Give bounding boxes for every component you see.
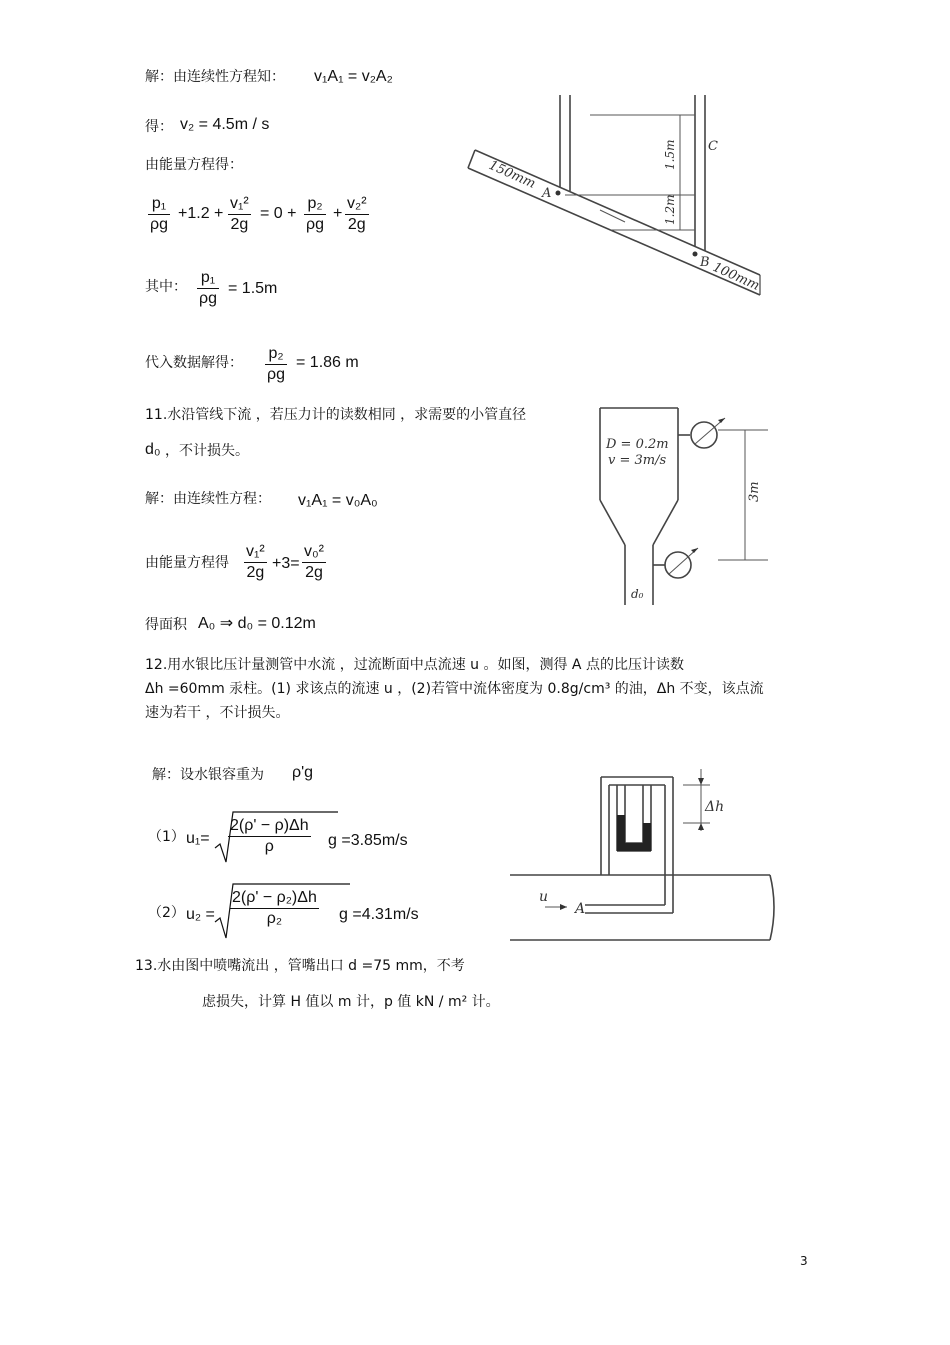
fig10-label-1.2m: 1.2m [663,194,677,225]
q12-sol-label: 解：设水银容重为 [152,767,264,783]
q12-a2-frac: $\frac{\text{2(ρ' − ρ₂)Δh}}{\text{ρ₂}}$ [232,889,317,927]
page-number: 3 [800,1254,808,1268]
q12-a2-lhs: u₂ = [186,906,215,923]
fig11-label-d0: d₀ [631,587,644,601]
q11-frac-v1: $\frac{\text{v₁²}}{2g}$ [246,543,265,581]
q11-sol-label: 解：由连续性方程： [145,491,271,507]
fig10-label-A: A [542,186,552,201]
energy-frac-v2: $\frac{\text{v₂²}}{2g}$ [347,195,367,233]
sol10-eq-2: v₂ = 4.5m / s [180,116,270,133]
fig10-label-C: C [708,139,718,154]
sol10-frac-4: $\frac{\text{p₁}}{\rho g}$ [199,269,217,307]
sol10-label-1: 解：由连续性方程知： [145,69,285,85]
q12-text-3: 速为若干 ，不计损失。 [145,705,290,721]
sol10-val-5: = 1.86 m [296,354,359,371]
q11-result-eq: A₀ ⇒ d₀ = 0.12m [198,615,316,632]
q12-sol-sym: ρ'g [292,764,314,781]
energy-term-h: +1.2 + [178,205,224,222]
sol10-label-2: 得： [145,119,173,135]
q11-result-label: 得面积 [145,617,187,633]
q12-a2-label: （2） [148,905,185,921]
figure-11-contracting-pipe [590,400,780,610]
q11-plus3: +3= [272,555,300,572]
q12-a2-rhs: g =4.31m/s [339,906,419,923]
q12-a1-frac: $\frac{2(\rho' - \rho)\Delta h}{\rho}$ [230,817,309,855]
sol10-eq-1: v₁A₁ = v₂A₂ [314,68,393,85]
q12-a1-rhs: g =3.85m/s [328,832,408,849]
figure-10-inclined-pipe [460,90,790,305]
sol10-label-3: 由能量方程得： [145,157,243,173]
energy-frac-p2: $\frac{\text{p₂}}{\rho g}$ [306,195,324,233]
q13-text-2: 虑损失，计算 H 值以 m 计，p 值 kN / m² 计。 [202,994,500,1010]
sol10-label-5: 代入数据解得： [145,355,243,371]
q11-d0: d₀ [145,441,161,458]
q11-sol-eq: v₁A₁ = v₀A₀ [298,492,378,509]
q13-text-1: 13.水由图中喷嘴流出 ，管嘴出口 d =75 mm，不考 [135,958,465,974]
q12-text-1: 12.用水银比压计量测管中水流 ，过流断面中点流速 u 。如图，测得 A 点的比压计读数 [145,657,684,673]
fig12-label-dh: Δh [705,799,725,815]
sol10-frac-5: $\frac{\text{p₂}}{\rho g}$ [267,345,285,383]
energy-eq0: = 0 + [260,205,297,222]
q11-frac-v0: $\frac{\text{v₀²}}{2g}$ [304,543,324,581]
fig10-label-100mm: 100mm [710,259,762,294]
sol10-label-4: 其中： [145,279,187,295]
q11-text-1: 11.水沿管线下流 ，若压力计的读数相同 ，求需要的小管直径 [145,407,527,423]
fig12-label-u: u [539,889,549,905]
energy-plus: + [333,205,343,222]
q11-text-2: ，不计损失。 [165,443,249,459]
fig10-label-1.5m: 1.5m [663,139,677,170]
q12-a1-label: （1） [148,829,185,845]
energy-frac-p1: $\frac{\text{p₁}}{\rho g}$ [150,195,168,233]
sol10-val-4: = 1.5m [228,280,278,297]
fig11-label-v: v = 3m/s [608,453,667,468]
q11-energy-label: 由能量方程得 [145,555,229,571]
fig11-label-D: D = 0.2m [606,437,669,452]
q12-a1-lhs: u₁= [186,830,210,847]
q12-text-2: Δh =60mm 汞柱。(1) 求该点的流速 u ，(2)若管中流体密度为 0.8g/cm³ 的油，Δh 不变，该点流 [145,681,764,697]
fig11-label-3m: 3m [747,481,762,502]
fig10-label-B: B [700,255,710,270]
energy-frac-v1: $\frac{\text{v₁²}}{2g}$ [230,195,249,233]
fig10-label-150mm: 150mm [486,157,538,192]
fig12-label-A: A [575,901,586,917]
figure-12-pitot-manometer [505,765,780,945]
